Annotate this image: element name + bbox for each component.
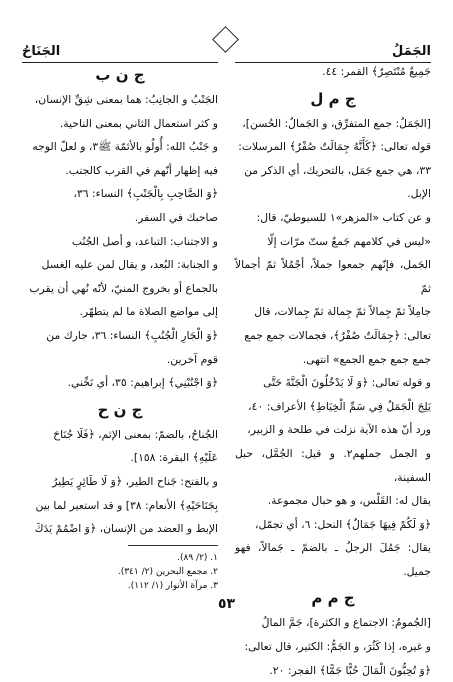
- text-line: و كثر استعمال الثاني بمعنى الناحية.: [59, 116, 218, 130]
- text-line: يَلِجَ الْجَمَلُ فِي سَمِّ الْخِيَاطِ﴾ الأعراف: ٤٠،: [248, 399, 431, 413]
- text-line: ﴿وَ الْجَارِ الْجُنُبِ﴾ النساء: ٣٦، جارك من: [46, 328, 218, 342]
- text-line: ﴿وَ اجْنُبْنِي﴾ إبراهيم: ٣٥، أي نَحِّني.: [67, 376, 218, 390]
- text-line: قوله تعالى: ﴿كَأَنَّهُ جِمَالَتٌ صُفْرٌ﴾ المرسلات:: [238, 140, 431, 154]
- text-line: ورد أنّ هذه الآية نزلت في طلحة و الزبير،: [247, 423, 431, 437]
- text-line: ٣٣، هي جمع جَمَل، بالتحريك، أي الذكر من: [244, 163, 431, 177]
- text-line: إلى مواضع الصلاة ما لم يتطهّر.: [79, 305, 218, 319]
- root-heading: ج ن ح: [97, 400, 143, 419]
- text-line: بِجَنَاحَيْهِ﴾ الأنعام: ٣٨] و قد استعير لما بين: [35, 498, 218, 512]
- text-line: [الجُمومُ: الاجتماع و الكثرة]، جَمَّ المالُ: [261, 616, 431, 630]
- text-line: الجَمل، فإنّهم جمعوا جملاً، أجْمُلاً ثمّ أجمالاً ثمّ: [235, 258, 431, 295]
- text-line: الجُناحُ، بالضمّ: بمعنى الإثم، ﴿فَلَا جُنَاحَ: [53, 427, 218, 441]
- left-column: [22, 60, 218, 541]
- footnote-separator: [128, 545, 218, 546]
- right-column: [235, 60, 431, 682]
- header-right-title: الجَمَلُ: [391, 44, 431, 59]
- text-line: الإبل.: [407, 187, 431, 201]
- text-line: يقال: جَمُلَ الرجلُ ـ بالضمّ ـ جَمالاً، فهو جميل.: [235, 541, 431, 578]
- text-line: بالجماع أو بخروج المنيّ، لأنّه نُهي أن يقرب: [29, 281, 218, 295]
- text-line: و الجمل جملهم٢. و قيل: الجُمَّل، حبل السفينة،: [235, 446, 431, 484]
- text-line: جمع جمع جمع الجمع» انتهى.: [302, 352, 431, 366]
- text-line: ﴿وَ لَكُمْ فِيهَا جَمَالٌ﴾ النحل: ٦، أي تجمّل،: [254, 517, 431, 531]
- text-line: قوم آخرين.: [166, 352, 218, 366]
- text-line: جَمِيعٌ مُنْتَصِرٌ﴾ القمر: ٤٤.: [322, 65, 431, 78]
- root-heading: ج م م: [311, 589, 355, 608]
- text-line: عَلَيْهِ﴾ البقرة: ١٥٨].: [130, 451, 218, 465]
- text-line: و قوله تعالى: ﴿وَ لَا يَدْخُلُونَ الْجَنَّةَ حَتَّى: [263, 376, 431, 390]
- text-line: الإبط و العضد من الإنسان، ﴿وَ اضْمُمْ يَدَكَ: [34, 522, 218, 536]
- text-line: و الجنابة: البُعد، و يقال لمن عليه الغسل: [41, 258, 218, 272]
- text-line: «ليس في كلامهم جَمعٌ ستّ مرّات إلّا: [267, 234, 431, 248]
- text-line: جامِلاً ثمّ جِمالاً ثمّ جِمالة ثمّ جِمالات، قال: [254, 305, 431, 319]
- text-line: صاحبك في السفر.: [134, 210, 218, 224]
- text-line: الجَنْبُ و الجانِبُ: هما بمعنى شِقِّ الإنسان،: [34, 93, 218, 106]
- text-line: و الاجتناب: التباعد، و أصل الجُنُب: [71, 234, 218, 248]
- text-line: يقال له: القَلْس، و هو حبال مجموعة.: [267, 494, 431, 508]
- footnote: ٣. مرآة الأنوار (١/ ١١٢).: [127, 581, 218, 591]
- text-line: فيه إظهار أنّهم في القرب كالجنب.: [65, 163, 218, 177]
- text-line: و غيره، إذا كَثُرَ، و الجَمُّ: الكثير، قال تعالى:: [244, 640, 431, 654]
- footnote: ٢. مجمع البحرين (٢/ ٣٤١).: [117, 567, 218, 577]
- text-line: و بالفتح: جَناح الطير، ﴿وَ لَا طَائِرٍ يَطِيرُ: [52, 474, 218, 488]
- root-heading: ج ن ب: [95, 66, 145, 84]
- text-line: ﴿وَ تُحِبُّونَ الْمَالَ حُبًّا جَمًّا﴾ الفجر: ٢٠.: [269, 663, 431, 677]
- text-line: و عن كتاب «المزهر»١ للسيوطيّ، قال:: [256, 210, 431, 224]
- footnote: ١. (٢/ ٨٩).: [177, 553, 218, 563]
- text-line: و جَنْبُ الله: أُولُو بالأئمّة ﷺ٣، و لعلّ الوجه: [32, 140, 218, 154]
- root-heading: ج م ل: [310, 89, 356, 108]
- page-number: ٥٣: [217, 596, 236, 612]
- header-left-title: الجَنَاحُ: [22, 44, 61, 59]
- text-line: تعالى: ﴿جِمَالَتٌ صُفْرٌ﴾، فجمالات جمع جمع: [244, 328, 431, 342]
- text-line: ﴿وَ الصَّاحِبِ بِالْجَنْبِ﴾ النساء: ٣٦،: [73, 187, 218, 201]
- text-line: [الجَمَلُ: جمع المتفرِّق، و الجَمالُ: الحُسن]،: [242, 116, 431, 130]
